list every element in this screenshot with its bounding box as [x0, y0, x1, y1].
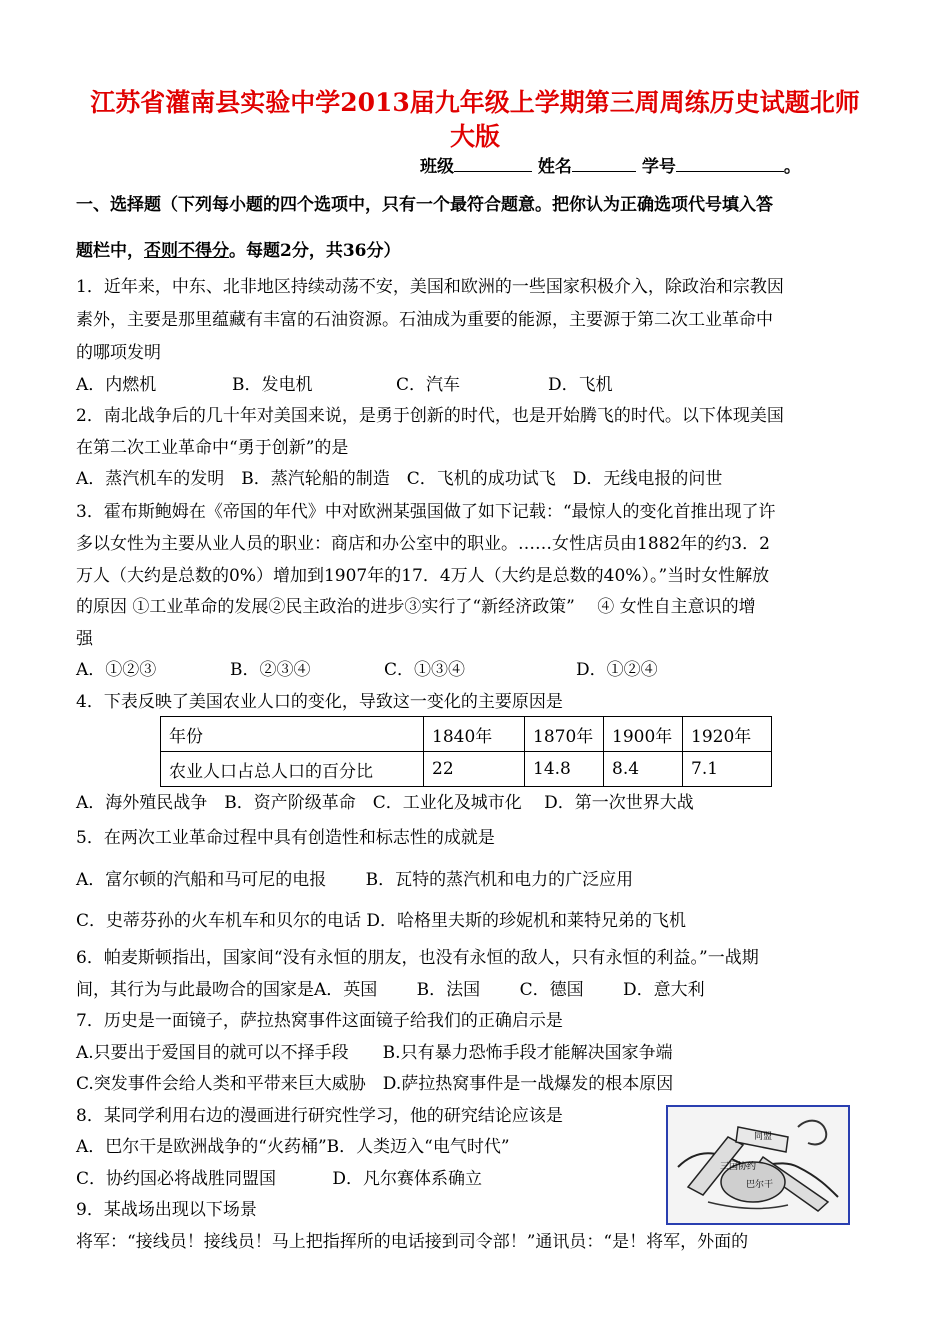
table-cell: 1920年 — [683, 717, 772, 752]
q3-option-b[interactable]: B．②③④ — [230, 660, 311, 680]
q3-line-4: 的原因 ①工业革命的发展②民主政治的进步③实行了“新经济政策” ④ 女性自主意识的增 — [76, 597, 756, 617]
table-cell: 农业人口占总人口的百分比 — [161, 752, 424, 787]
q1-option-b[interactable]: B．发电机 — [232, 375, 313, 395]
table-cell: 22 — [424, 752, 525, 787]
q2-line-1: 2．南北战争后的几十年对美国来说，是勇于创新的时代，也是开始腾飞的时代。以下体现美国 — [76, 406, 784, 426]
table-cell: 1870年 — [525, 717, 604, 752]
title-line-2: 大版 — [449, 122, 500, 151]
section-heading-line-1: 一、选择题（下列每小题的四个选项中，只有一个最符合题意。把你认为正确选项代号填入答 — [76, 195, 773, 215]
q2-line-2: 在第二次工业革命中“勇于创新”的是 — [76, 438, 349, 458]
info-end: 。 — [783, 157, 801, 177]
cartoon-drawing — [668, 1107, 848, 1223]
q1-line-3: 的哪项发明 — [76, 343, 161, 363]
q9-line-2: 将军：“接线员！接线员！马上把指挥所的电话接到司令部！”通讯员：“是！将军，外面的 — [76, 1232, 749, 1252]
q3-options — [76, 655, 876, 680]
q1-options — [76, 370, 876, 395]
q3-option-c[interactable]: C．①③④ — [384, 660, 466, 680]
student-info — [420, 152, 801, 177]
table-cell: 年份 — [161, 717, 424, 752]
page-title — [60, 86, 890, 154]
q8-line: 8．某同学利用右边的漫画进行研究性学习，他的研究结论应该是 — [76, 1106, 563, 1126]
q3-option-d[interactable]: D．①②④ — [576, 660, 658, 680]
q7-line: 7．历史是一面镜子，萨拉热窝事件这面镜子给我们的正确启示是 — [76, 1011, 563, 1031]
q3-option-a[interactable]: A．①②③ — [76, 660, 157, 680]
id-label: 学号 — [641, 157, 676, 177]
table-cell: 14.8 — [525, 752, 604, 787]
q8-options-cd[interactable]: C．协约国必将战胜同盟国 D．凡尔赛体系确立 — [76, 1169, 483, 1189]
q5-line: 5．在两次工业革命过程中具有创造性和标志性的成就是 — [76, 828, 495, 848]
table-cell: 8.4 — [604, 752, 683, 787]
name-blank[interactable] — [572, 153, 636, 172]
q6-line-2[interactable]: 间，其行为与此最吻合的国家是A．英国 B．法国 C．德国 D．意大利 — [76, 980, 705, 1000]
name-label: 姓名 — [537, 157, 572, 177]
section-heading-part-2: 。每题2分，共36分） — [229, 241, 401, 261]
q4-options[interactable]: A．海外殖民战争 B．资产阶级革命 C．工业化及城市化 D．第一次世界大战 — [76, 793, 694, 813]
q9-line: 9．某战场出现以下场景 — [76, 1200, 257, 1220]
table-row — [161, 752, 772, 787]
id-blank[interactable] — [676, 153, 784, 172]
class-blank[interactable] — [454, 153, 532, 172]
table-cell: 1840年 — [424, 717, 525, 752]
q3-line-1: 3．霍布斯鲍姆在《帝国的年代》中对欧洲某强国做了如下记载：“最惊人的变化首推出现了许 — [76, 502, 776, 522]
q5-options-cd[interactable]: C．史蒂芬孙的火车机车和贝尔的电话 D．哈格里夫斯的珍妮机和莱特兄弟的飞机 — [76, 911, 687, 931]
q4-line: 4．下表反映了美国农业人口的变化，导致这一变化的主要原因是 — [76, 692, 563, 712]
table-cell: 7.1 — [683, 752, 772, 787]
table-cell: 1900年 — [604, 717, 683, 752]
q1-option-a[interactable]: A．内燃机 — [76, 375, 157, 395]
section-heading-part: 题栏中， — [76, 241, 144, 261]
q7-options-ab[interactable]: A.只要出于爱国目的就可以不择手段 B.只有暴力恐怖手段才能解决国家争端 — [76, 1043, 673, 1063]
class-label: 班级 — [420, 157, 454, 177]
q1-option-c[interactable]: C．汽车 — [396, 375, 461, 395]
q5-options-ab[interactable]: A．富尔顿的汽船和马可尼的电报 B．瓦特的蒸汽机和电力的广泛应用 — [76, 870, 634, 890]
q1-line-1: 1．近年来，中东、北非地区持续动荡不安，美国和欧洲的一些国家积极介入，除政治和宗教因 — [76, 277, 784, 297]
q6-line-1: 6．帕麦斯顿指出，国家间“没有永恒的朋友，也没有永恒的敌人，只有永恒的利益。”一战期 — [76, 948, 759, 968]
q2-options[interactable]: A．蒸汽机车的发明 B．蒸汽轮船的制造 C．飞机的成功试飞 D．无线电报的问世 — [76, 469, 723, 489]
q3-line-5: 强 — [76, 629, 93, 649]
q8-options-ab[interactable]: A．巴尔干是欧洲战争的“火药桶”B．人类迈入“电气时代” — [76, 1137, 510, 1157]
section-heading-underlined: 否则不得分 — [144, 241, 229, 261]
q7-options-cd[interactable]: C.突发事件会给人类和平带来巨大威胁 D.萨拉热窝事件是一战爆发的根本原因 — [76, 1074, 674, 1094]
section-heading-line-2 — [76, 236, 876, 261]
q1-option-d[interactable]: D．飞机 — [548, 375, 613, 395]
cartoon-label-alliance: 同盟 — [754, 1132, 773, 1142]
q3-line-2: 多以女性为主要从业人员的职业：商店和办公室中的职业。……女性店员由1882年的约3．2 — [76, 534, 770, 554]
farm-population-table — [160, 716, 772, 787]
q1-line-2: 素外，主要是那里蕴藏有丰富的石油资源。石油成为重要的能源，主要源于第二次工业革命中 — [76, 310, 773, 330]
title-line-1: 江苏省灌南县实验中学2013届九年级上学期第三周周练历史试题北师 — [90, 88, 860, 117]
cartoon-label-balkan: 巴尔干 — [746, 1180, 774, 1190]
q3-line-3: 万人（大约是总数的0%）增加到1907年的17．4万人（大约是总数的40%）。”当时女性解放 — [76, 566, 770, 586]
balkan-cartoon-image — [666, 1105, 850, 1225]
cartoon-label-entente: 三国协约 — [720, 1162, 757, 1172]
table-row — [161, 717, 772, 752]
